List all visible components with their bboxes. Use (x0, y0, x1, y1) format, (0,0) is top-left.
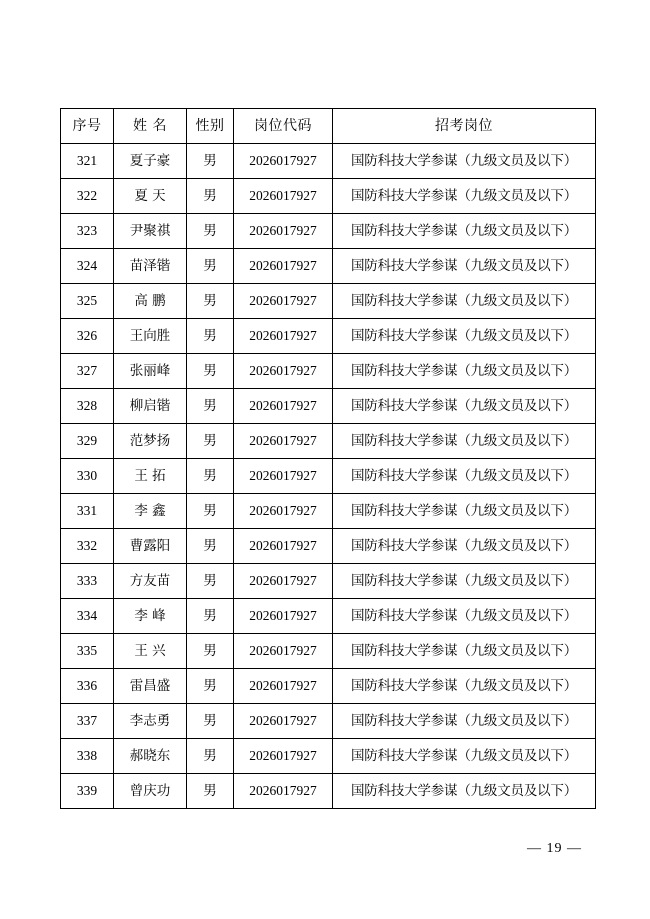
table-row (61, 179, 596, 214)
cell-post-code: 2026017927 (234, 704, 333, 739)
cell-post-code: 2026017927 (234, 249, 333, 284)
table-header (61, 109, 596, 144)
table-row (61, 319, 596, 354)
cell-post-code: 2026017927 (234, 319, 333, 354)
cell-post-code: 2026017927 (234, 564, 333, 599)
cell-gender: 男 (187, 564, 234, 599)
cell-name: 高 鹏 (114, 284, 187, 319)
cell-post-code: 2026017927 (234, 284, 333, 319)
cell-serial: 333 (61, 564, 114, 599)
cell-serial: 328 (61, 389, 114, 424)
cell-name: 尹聚祺 (114, 214, 187, 249)
table-row (61, 669, 596, 704)
cell-name: 张丽峰 (114, 354, 187, 389)
cell-post: 国防科技大学参谋（九级文员及以下） (333, 144, 596, 179)
cell-name: 曾庆功 (114, 774, 187, 809)
cell-post: 国防科技大学参谋（九级文员及以下） (333, 494, 596, 529)
cell-post: 国防科技大学参谋（九级文员及以下） (333, 739, 596, 774)
cell-gender: 男 (187, 669, 234, 704)
cell-post-code: 2026017927 (234, 424, 333, 459)
cell-gender: 男 (187, 529, 234, 564)
table-row (61, 459, 596, 494)
cell-serial: 329 (61, 424, 114, 459)
cell-serial: 336 (61, 669, 114, 704)
cell-post-code: 2026017927 (234, 739, 333, 774)
cell-gender: 男 (187, 599, 234, 634)
cell-serial: 335 (61, 634, 114, 669)
table-row (61, 774, 596, 809)
column-header-post-code: 岗位代码 (234, 109, 333, 144)
cell-serial: 327 (61, 354, 114, 389)
cell-post: 国防科技大学参谋（九级文员及以下） (333, 459, 596, 494)
cell-post-code: 2026017927 (234, 354, 333, 389)
cell-serial: 325 (61, 284, 114, 319)
cell-serial: 337 (61, 704, 114, 739)
table-body (61, 144, 596, 809)
cell-post: 国防科技大学参谋（九级文员及以下） (333, 564, 596, 599)
cell-post: 国防科技大学参谋（九级文员及以下） (333, 529, 596, 564)
column-header-name: 姓 名 (114, 109, 187, 144)
cell-post: 国防科技大学参谋（九级文员及以下） (333, 284, 596, 319)
cell-post: 国防科技大学参谋（九级文员及以下） (333, 634, 596, 669)
cell-post-code: 2026017927 (234, 669, 333, 704)
table-row (61, 354, 596, 389)
column-header-post: 招考岗位 (333, 109, 596, 144)
cell-gender: 男 (187, 284, 234, 319)
cell-name: 雷昌盛 (114, 669, 187, 704)
cell-gender: 男 (187, 214, 234, 249)
table-row (61, 739, 596, 774)
page-number: — 19 — (527, 841, 582, 856)
cell-name: 王向胜 (114, 319, 187, 354)
table-row (61, 284, 596, 319)
cell-post-code: 2026017927 (234, 214, 333, 249)
cell-post-code: 2026017927 (234, 634, 333, 669)
cell-post: 国防科技大学参谋（九级文员及以下） (333, 389, 596, 424)
cell-name: 郝晓东 (114, 739, 187, 774)
cell-gender: 男 (187, 389, 234, 424)
cell-name: 李 鑫 (114, 494, 187, 529)
table-row (61, 529, 596, 564)
cell-gender: 男 (187, 634, 234, 669)
cell-post: 国防科技大学参谋（九级文员及以下） (333, 669, 596, 704)
cell-post: 国防科技大学参谋（九级文员及以下） (333, 704, 596, 739)
cell-name: 柳启锴 (114, 389, 187, 424)
table-row (61, 704, 596, 739)
cell-serial: 332 (61, 529, 114, 564)
cell-post: 国防科技大学参谋（九级文员及以下） (333, 179, 596, 214)
cell-post-code: 2026017927 (234, 529, 333, 564)
cell-post: 国防科技大学参谋（九级文员及以下） (333, 599, 596, 634)
cell-serial: 326 (61, 319, 114, 354)
table-row (61, 564, 596, 599)
table-row (61, 144, 596, 179)
table-header-row (61, 109, 596, 144)
cell-post-code: 2026017927 (234, 459, 333, 494)
table-row (61, 389, 596, 424)
cell-gender: 男 (187, 319, 234, 354)
cell-gender: 男 (187, 179, 234, 214)
cell-post-code: 2026017927 (234, 179, 333, 214)
cell-post-code: 2026017927 (234, 389, 333, 424)
cell-gender: 男 (187, 249, 234, 284)
cell-name: 王 拓 (114, 459, 187, 494)
cell-name: 王 兴 (114, 634, 187, 669)
cell-serial: 324 (61, 249, 114, 284)
cell-serial: 330 (61, 459, 114, 494)
cell-name: 曹露阳 (114, 529, 187, 564)
cell-gender: 男 (187, 424, 234, 459)
cell-serial: 323 (61, 214, 114, 249)
cell-name: 方友苗 (114, 564, 187, 599)
cell-gender: 男 (187, 494, 234, 529)
cell-name: 夏子豪 (114, 144, 187, 179)
candidate-roster-table (60, 108, 596, 809)
column-header-serial: 序号 (61, 109, 114, 144)
cell-name: 苗泽锴 (114, 249, 187, 284)
cell-post: 国防科技大学参谋（九级文员及以下） (333, 214, 596, 249)
cell-name: 夏 天 (114, 179, 187, 214)
cell-post: 国防科技大学参谋（九级文员及以下） (333, 424, 596, 459)
cell-post: 国防科技大学参谋（九级文员及以下） (333, 249, 596, 284)
cell-name: 李 峰 (114, 599, 187, 634)
cell-gender: 男 (187, 144, 234, 179)
table-row (61, 634, 596, 669)
cell-serial: 338 (61, 739, 114, 774)
cell-post: 国防科技大学参谋（九级文员及以下） (333, 319, 596, 354)
cell-gender: 男 (187, 354, 234, 389)
cell-serial: 331 (61, 494, 114, 529)
cell-post: 国防科技大学参谋（九级文员及以下） (333, 354, 596, 389)
cell-post-code: 2026017927 (234, 599, 333, 634)
cell-name: 李志勇 (114, 704, 187, 739)
cell-name: 范梦扬 (114, 424, 187, 459)
cell-gender: 男 (187, 774, 234, 809)
cell-gender: 男 (187, 459, 234, 494)
cell-post-code: 2026017927 (234, 494, 333, 529)
cell-serial: 334 (61, 599, 114, 634)
table-row (61, 249, 596, 284)
table-row (61, 214, 596, 249)
cell-gender: 男 (187, 739, 234, 774)
cell-post-code: 2026017927 (234, 144, 333, 179)
cell-gender: 男 (187, 704, 234, 739)
column-header-gender: 性别 (187, 109, 234, 144)
table-row (61, 424, 596, 459)
table-row (61, 494, 596, 529)
cell-serial: 339 (61, 774, 114, 809)
cell-serial: 321 (61, 144, 114, 179)
cell-post: 国防科技大学参谋（九级文员及以下） (333, 774, 596, 809)
cell-post-code: 2026017927 (234, 774, 333, 809)
page-footer (0, 841, 650, 857)
cell-serial: 322 (61, 179, 114, 214)
table-row (61, 599, 596, 634)
